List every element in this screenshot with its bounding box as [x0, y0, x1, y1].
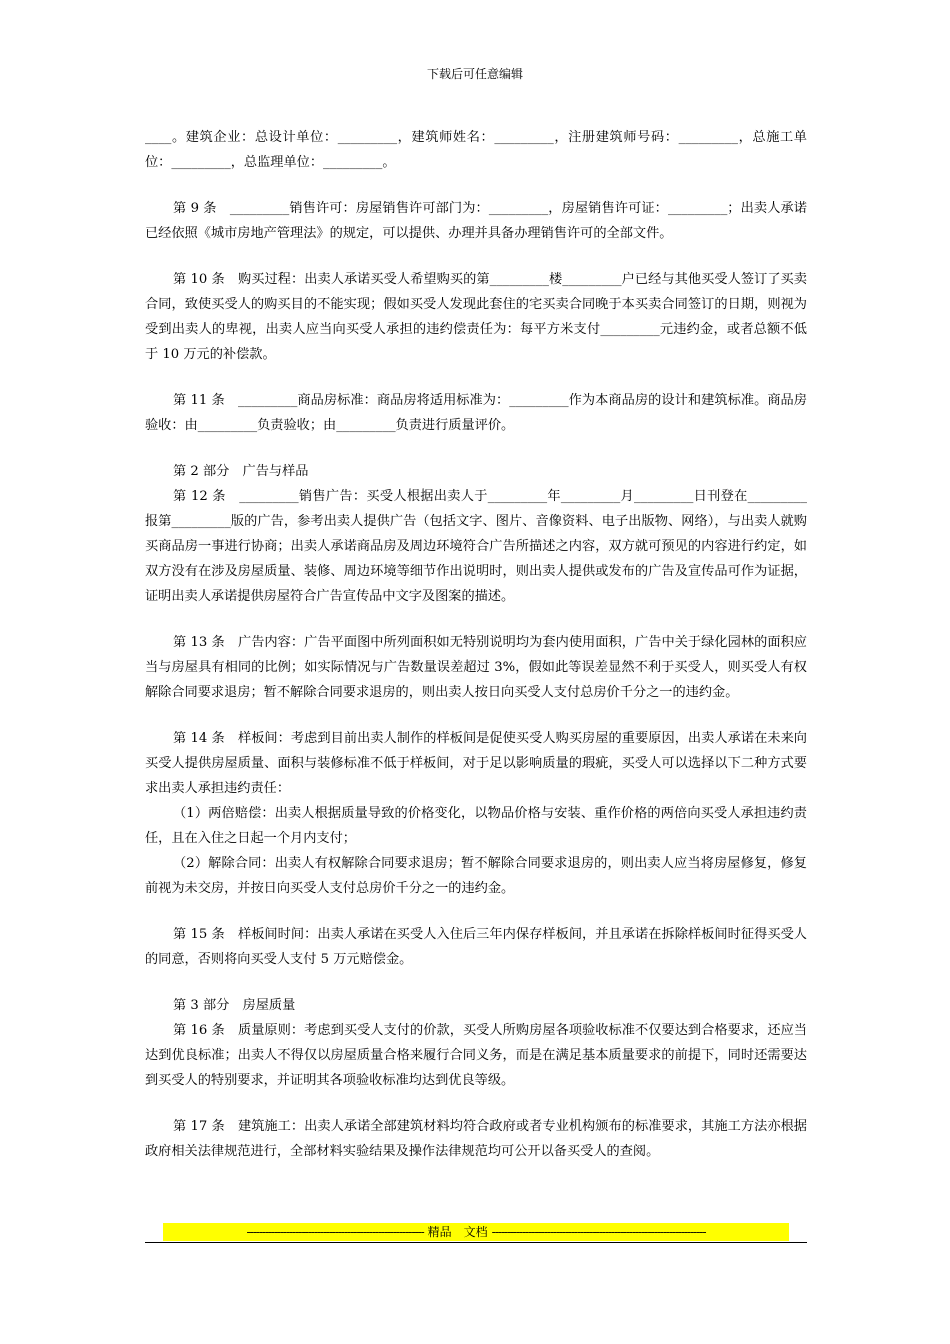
article-14-option-1: （1）两倍赔偿：出卖人根据质量导致的价格变化，以物品价格与安装、重作价格的两倍向买受人承担违约责任，且在入住之日起一个月内支付；	[145, 806, 807, 846]
page-header: 下载后可任意编辑	[426, 67, 523, 81]
section-heading-part-2: 第 2 部分 广告与样品	[173, 464, 309, 479]
article-15: 第 15 条 样板间时间：出卖人承诺在买受人入住后三年内保存样板间，并且承诺在拆除样板间时征得买受人的同意，否则将向买受人支付 5 万元赔偿金。	[145, 927, 807, 967]
article-14-option-2: （2）解除合同：出卖人有权解除合同要求退房；暂不解除合同要求退房的，则出卖人应当将房屋修复，修复前视为未交房，并按日向买受人支付总房价千分之一的违约金。	[145, 856, 807, 896]
article-12: 第 12 条 _________销售广告：买受人根据出卖人于_________年_________月_________日刊登在_________报第_________版的广告，参考出卖人提供广告（包括文字、图片、音像资料、电子出版物、网络），与出卖人就购买商品房一事进行协商；出卖人承诺商品房及周边环境符合广告所描述之内容，双方就可预见的内容进行约定，如双方没有在涉及房屋质量、装修、周边环境等细节作出说明时，则出卖人提供或发布的广告及宣传品可作为证据，证明出卖人承诺提供房屋符合广告宣传品中文字及图案的描述。	[145, 489, 807, 604]
article-14: 第 14 条 样板间：考虑到目前出卖人制作的样板间是促使买受人购买房屋的重要原因，出卖人承诺在未来向买受人提供房屋质量、面积与装修标准不低于样板间，对于足以影响质量的瑕疵，买受人可以选择以下二种方式要求出卖人承担违约责任：	[145, 731, 807, 796]
footer-right-dashes: ----------------------------------------------------------------------	[491, 1225, 706, 1239]
footer-left-dashes: ----------------------------------------------------------	[246, 1225, 424, 1239]
article-16: 第 16 条 质量原则：考虑到买受人支付的价款，买受人所购房屋各项验收标准不仅要达到合格要求，还应当达到优良标准；出卖人不得仅以房屋质量合格来履行合同义务，而是在满足基本质量要求的前提下，同时还需要达到买受人的特别要求，并证明其各项验收标准均达到优良等级。	[145, 1023, 807, 1088]
article-11: 第 11 条 _________商品房标准：商品房将适用标准为：_________作为本商品房的设计和建筑标准。商品房验收：由_________负责验收；由_________负责进行质量评价。	[145, 393, 807, 433]
footer-divider	[145, 1242, 807, 1243]
article-10: 第 10 条 购买过程：出卖人承诺买受人希望购买的第_________楼_________户已经与其他买受人签订了买卖合同，致使买受人的购买目的不能实现；假如买受人发现此套住的宅买卖合同晚于本买卖合同签订的日期，则视为受到出卖人的卑视，出卖人应当向买受人承担的违约偿责任为：每平方米支付_________元违约金，或者总额不低于 10 万元的补偿款。	[145, 272, 807, 362]
page-footer-banner	[163, 1223, 789, 1241]
article-9: 第 9 条 _________销售许可：房屋销售许可部门为：_________，房屋销售许可证：_________；出卖人承诺已经依照《城市房地产管理法》的规定，可以提供、办理并具备办理销售许可的全部文件。	[145, 201, 807, 241]
article-17: 第 17 条 建筑施工：出卖人承诺全部建筑材料均符合政府或者专业机构颁布的标准要求，其施工方法亦根据政府相关法律规范进行，全部材料实验结果及操作法律规范均可公开以备买受人的查阅。	[145, 1119, 807, 1159]
article-13: 第 13 条 广告内容：广告平面图中所列面积如无特别说明均为套内使用面积，广告中关于绿化园林的面积应当与房屋具有相同的比例；如实际情况与广告数量误差超过 3%，假如此等误差显然不利于买受人，则买受人有权解除合同要求退房；暂不解除合同要求退房的，则出卖人按日向买受人支付总房价千分之一的违约金。	[145, 635, 807, 700]
paragraph-design-units: ____。建筑企业：总设计单位：_________，建筑师姓名：_________，注册建筑师号码：_________，总施工单位：_________，总监理单位：_________。	[145, 130, 807, 170]
section-heading-part-3: 第 3 部分 房屋质量	[173, 998, 296, 1013]
document-body	[145, 125, 807, 1164]
footer-label: 精品 文档	[427, 1225, 488, 1239]
